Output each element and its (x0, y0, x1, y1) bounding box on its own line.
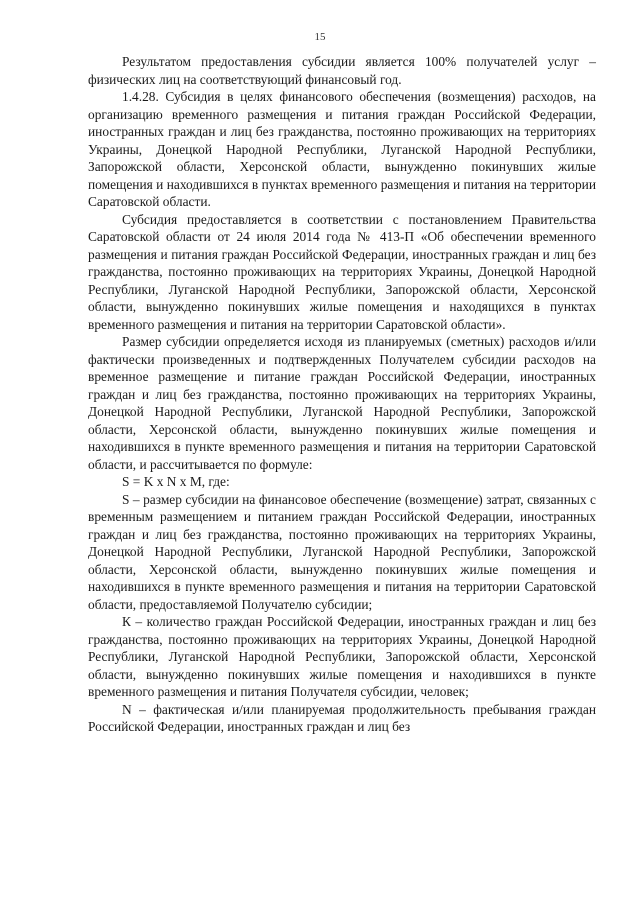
paragraph-subsidy-1-4-28: 1.4.28. Субсидия в целях финансового обеспечения (возмещения) расходов, на организацию временного размещения и питания граждан Российской Федерации, иностранных граждан и лиц без гражданства, постоянно проживающих на территориях Украины, Донецкой Народной Республики, Луганской Народной Республики, Запорожской области, Херсонской области, вынужденно покинувших жилые помещения и находившихся в пунктах временного размещения и питания на территории Саратовской области. (88, 89, 596, 209)
paragraph-legal-basis: Субсидия предоставляется в соответствии с постановлением Правительства Саратовской области от 24 июля 2014 года № 413-П «Об обеспечении временного размещения и питания граждан Российской Федерации, иностранных граждан и лиц без гражданства, постоянно проживающих на территориях Украины, Донецкой Народной Республики, Луганской Народной Республики, Запорожской области, Херсонской области, вынужденно покинувших жилые помещения и находящихся в пунктах временного размещения и питания на территории Саратовской области». (88, 211, 596, 332)
definition-s: S – размер субсидии на финансовое обеспечение (возмещение) затрат, связанных с временным размещением и питанием граждан Российской Федерации, иностранных граждан и лиц без гражданства, постоянно проживающих на территориях Украины, Донецкой Народной Республики, Луганской Народной Республики, Запорожской области, Херсонской области, вынужденно покинувших жилые помещения и находившихся в пункте временного размещения и питания на территории Саратовской области, предоставляемой Получателю субсидии; (88, 491, 596, 612)
definition-k: К – количество граждан Российской Федерации, иностранных граждан и лиц без гражданства, постоянно проживающих на территориях Украины, Донецкой Народной Республики, Луганской Народной Республики, Запорожской области, Херсонской области, вынужденно покинувших жилые помещения и находившихся в пункте временного размещения и питания Получателя субсидии, человек; (88, 614, 596, 699)
paragraph-result: Результатом предоставления субсидии является 100% получателей услуг – физических лиц на соответствующий финансовый год. (88, 54, 596, 87)
definition-n: N – фактическая и/или планируемая продолжительность пребывания граждан Российской Федерации, иностранных граждан и лиц без (88, 701, 596, 734)
paragraph-subsidy-size: Размер субсидии определяется исходя из планируемых (сметных) расходов и/или фактически произведенных и подтвержденных Получателем субсидии расходов на временное размещение и питание граждан Российской Федерации, иностранных граждан и лиц без гражданства, постоянно проживающих на территориях Украины, Донецкой Народной Республики, Луганской Народной Республики, Запорожской области, Херсонской области, вынужденно покинувших жилые помещения и находившихся в пункте временного размещения и питания на территории Саратовской области, и рассчитывается по формуле: (88, 334, 596, 472)
formula: S = K x N x M, где: (122, 474, 230, 489)
document-body (88, 53, 596, 736)
page-number: 15 (314, 31, 326, 43)
